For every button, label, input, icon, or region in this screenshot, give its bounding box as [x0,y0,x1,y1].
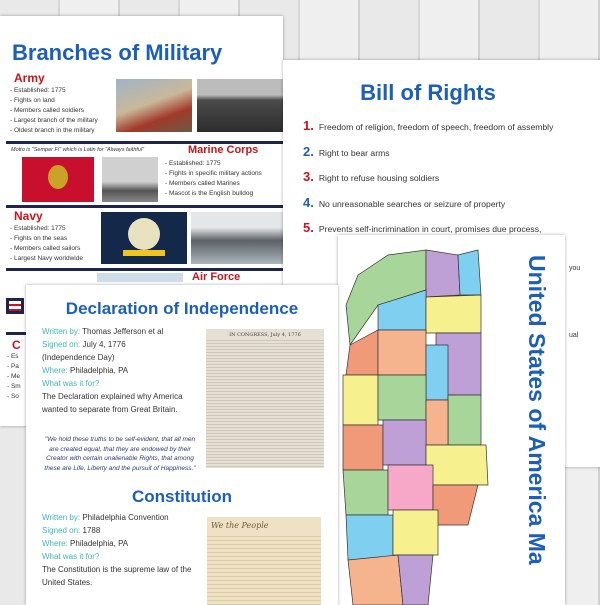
map-state [343,375,378,425]
fact: - Es [7,353,19,360]
value: The Declaration explained why America wanted to separate from Great Britain. [42,392,183,414]
marines-heading: Marine Corps [188,144,259,156]
divider [6,205,283,208]
navy-boat-photo [191,212,283,264]
bill-item [303,169,553,195]
map-state [388,465,433,510]
value: July 4, 1776 [82,340,126,349]
image-caption: We the People [207,517,321,535]
bill-item-text: Freedom of religion, freedom of speech, freedom of assembly [318,122,554,132]
map-state [426,295,481,333]
marines-facts [165,159,262,199]
army-heading: Army [14,71,45,85]
map-state [426,250,460,297]
map-state [346,515,393,560]
fact: - Members called soldiers [10,107,85,114]
bill-title: Bill of Rights [360,80,496,105]
fact: - Oldest branch in the military [10,127,95,134]
map-state [393,510,438,555]
map-state [426,445,488,485]
navy-flag [101,212,187,264]
map-state [398,555,433,605]
declaration-quote: "We hold these truths to be self-evident, that all men are created equal, that they are endowed by their Creator with certain unalienable Rights, that among these are Life, Liberty and the pursuit of Happiness." [44,436,196,472]
bill-item-text: No unreasonable searches or seizure of property [318,198,506,209]
constitution-document-image [207,517,321,605]
fact: - Me [7,373,20,380]
navy-heading: Navy [14,209,43,223]
fact: - Largest Navy worldwide [10,255,83,262]
value: Philadelphia, PA [70,539,129,548]
map-state [426,400,448,445]
label: What was it for? [42,552,100,561]
bill-item-number: 3. [303,169,314,184]
military-title: Branches of Military [12,40,223,65]
bill-item [303,118,553,144]
map-state [378,330,426,375]
map-state [348,555,403,605]
air-force-photo [97,273,183,282]
marines-motto: Motto is "Semper Fi" which is Latin for "Always faithful" [11,147,145,153]
fact: - Fights on land [10,97,55,104]
declaration-title: Declaration of Independence [65,299,299,318]
bill-item-number: 5. [303,220,314,235]
army-painting [116,79,192,132]
label: What was it for? [42,379,100,388]
bill-item-number: 1. [303,118,314,133]
bill-item-number: 2. [303,143,314,159]
value: (Independence Day) [42,353,115,362]
fact: - Fights in specific military actions [165,170,262,177]
army-facts [10,86,98,136]
army-generals-photo [197,79,283,132]
map-state [383,420,426,465]
bill-item-text: Prevents self-incrimination in court, promises due process, [318,224,542,234]
divider [6,268,283,271]
map-state [458,250,481,295]
coast-guard-flag [6,298,24,314]
declaration-document-image [206,329,324,468]
navy-seal-icon [128,218,160,250]
map-title: United States of America Ma [524,255,550,565]
fact: - Members called Marines [165,180,240,187]
fact: - Established: 1775 [10,87,66,94]
value: Thomas Jefferson et al [82,327,164,336]
bill-item-text: Right to refuse housing soldiers [318,173,440,183]
constitution-title: Constitution [131,487,233,506]
map-state [343,425,383,470]
map-state [378,375,426,420]
label: Written by: [42,327,81,336]
value: 1788 [82,526,101,535]
navy-facts [10,224,83,264]
label: Written by: [42,513,81,522]
map-state [448,395,481,445]
declaration-sheet [26,285,338,605]
value: The Constitution is the supreme law of the United States. [42,565,192,587]
bill-item [303,195,553,221]
label: Where: [42,539,68,548]
marines-flag [22,157,94,202]
bill-fragment: ual [569,332,579,339]
image-caption: IN CONGRESS, July 4, 1776 [206,329,324,339]
fact: - Mascot is the English bulldog [165,190,254,197]
emblem-icon [48,165,68,189]
coast-guard-facts [7,352,21,402]
bill-fragment: you [569,265,581,272]
bill-item [303,144,553,170]
fact: - Established: 1775 [165,160,221,167]
value: Philadelphia Convention [82,513,169,522]
bill-item-number: 4. [303,194,314,210]
fact: - Largest branch of the military [10,117,98,124]
map-state [433,485,478,525]
us-map-sheet [338,235,565,605]
air-force-heading: Air Force [192,271,241,283]
coast-guard-heading: C [12,338,21,352]
map-state [343,470,388,515]
fact: - So [7,393,19,400]
label: Signed on: [42,526,81,535]
value: Philadelphia, PA [70,366,129,375]
bill-item-text: Right to bear arms [318,147,390,158]
iwo-jima-photo [102,157,158,202]
constitution-info [42,511,200,589]
label: Signed on: [42,340,81,349]
fact: - Fights on the seas [10,235,68,242]
bill-list [303,118,553,246]
fact: - Pa [7,363,19,370]
us-map [338,235,513,605]
fact: - Established: 1775 [10,225,66,232]
label: Where: [42,366,68,375]
fact: - Members called sailors [10,245,81,252]
map-state [426,345,448,400]
declaration-info [42,325,200,416]
fact: - Sm [7,383,21,390]
